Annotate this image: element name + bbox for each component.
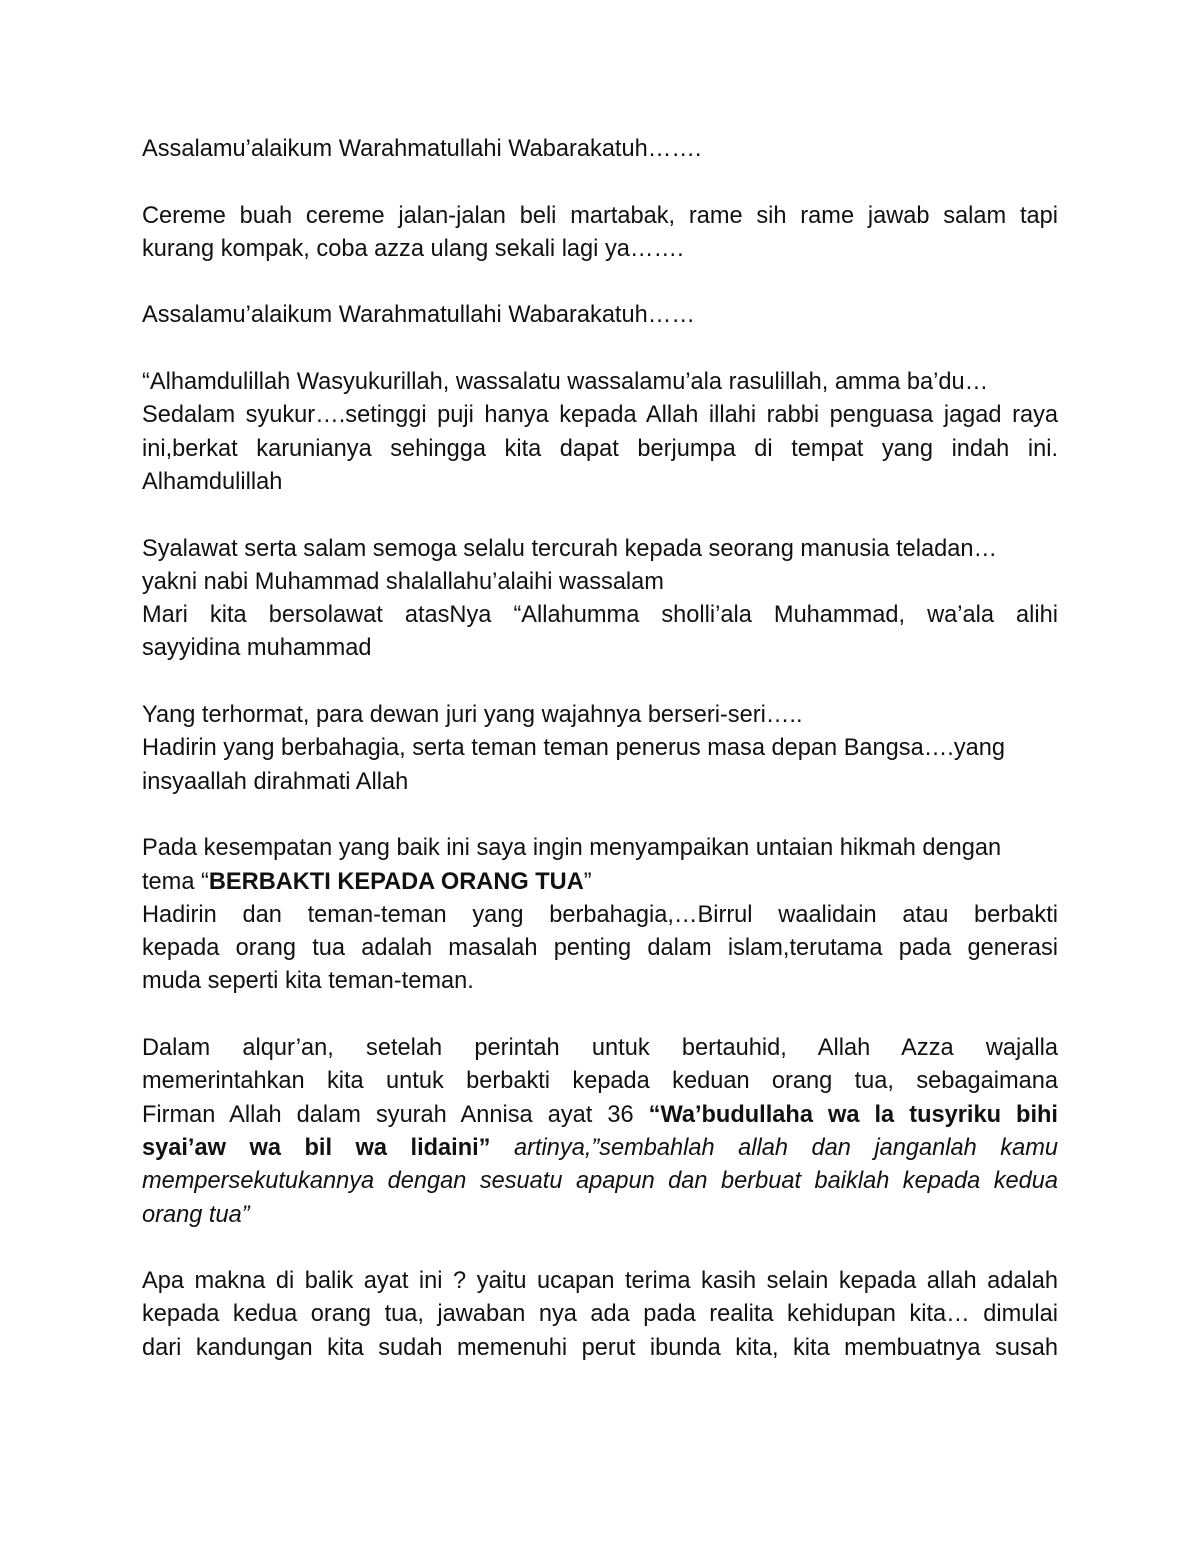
text-line: kurang kompak, coba azza ulang sekali lagi ya……. <box>142 235 684 262</box>
text-run: ” <box>583 868 592 895</box>
text-line: Alhamdulillah <box>142 468 283 495</box>
paragraph-greeting-repeat <box>142 299 1058 332</box>
text-line: memerintahkan kita untuk berbakti kepada keduan orang tua, sebagaimana <box>142 1068 1058 1095</box>
text-line: Dalam alqur’an, setelah perintah untuk bertauhid, Allah Azza wajalla <box>142 1035 1058 1062</box>
verse-translation: mempersekutukannya dengan sesuatu apapun dan berbuat baiklah kepada kedua <box>142 1168 1058 1195</box>
text-line: Apa makna di balik ayat ini ? yaitu ucapan terima kasih selain kepada allah adalah <box>142 1268 1058 1295</box>
text-line: yakni nabi Muhammad shalallahu’alaihi wassalam <box>142 568 664 595</box>
text-line-translation <box>142 1199 1058 1232</box>
text-line: muda seperti kita teman-teman. <box>142 968 474 995</box>
text-line-translation <box>142 1165 1058 1198</box>
text-line: Assalamu’alaikum Warahmatullahi Wabarakatuh……. <box>142 136 702 162</box>
text-line: Mari kita bersolawat atasNya “Allahumma sholli’ala Muhammad, wa’ala alihi <box>142 602 1058 629</box>
text-line-theme <box>142 866 1058 899</box>
verse-quote: “Wa’budullaha wa la tusyriku bihi <box>648 1101 1058 1128</box>
text-line: Yang terhormat, para dewan juri yang wajahnya berseri-seri….. <box>142 702 803 729</box>
text-line: insyaallah dirahmati Allah <box>142 768 409 795</box>
verse-translation: orang tua” <box>142 1201 250 1228</box>
verse-quote: syai’aw wa bil wa lidaini” <box>142 1134 491 1161</box>
text-line: Cereme buah cereme jalan-jalan beli martabak, rame sih rame jawab salam tapi <box>142 202 1058 229</box>
text-line: Hadirin yang berbahagia, serta teman teman penerus masa depan Bangsa….yang <box>142 735 1006 762</box>
text-line: Pada kesempatan yang baik ini saya ingin menyampaikan untaian hikmah dengan <box>142 835 1002 862</box>
text-line: kepada kedua orang tua, jawaban nya ada pada realita kehidupan kita… dimulai <box>142 1301 1058 1328</box>
paragraph-opening <box>142 366 1058 499</box>
text-line: Syalawat serta salam semoga selalu tercurah kepada seorang manusia teladan… <box>142 535 998 562</box>
paragraph-theme <box>142 832 1058 998</box>
text-line: Hadirin dan teman-teman yang berbahagia,…Birrul waalidain atau berbakti <box>142 901 1058 928</box>
paragraph-quran <box>142 1032 1058 1232</box>
text-run: tema “ <box>142 868 209 895</box>
text-line: Assalamu’alaikum Warahmatullahi Wabarakatuh…… <box>142 302 695 329</box>
paragraph-salawat <box>142 533 1058 666</box>
text-line: ini,berkat karunianya sehingga kita dapat berjumpa di tempat yang indah ini. <box>142 435 1058 462</box>
text-line: Sedalam syukur….setinggi puji hanya kepada Allah illahi rabbi penguasa jagad raya <box>142 402 1058 429</box>
verse-translation: artinya,”sembahlah allah dan janganlah kamu <box>490 1134 1058 1161</box>
theme-title: BERBAKTI KEPADA ORANG TUA <box>208 868 584 895</box>
text-run: Firman Allah dalam syurah Annisa ayat 36 <box>142 1101 649 1128</box>
text-line-verse <box>142 1132 1058 1165</box>
paragraph-greeting <box>142 133 1058 166</box>
document-page <box>142 133 1058 1365</box>
text-line: kepada orang tua adalah masalah penting dalam islam,terutama pada generasi <box>142 935 1058 962</box>
text-line-verse <box>142 1099 1058 1132</box>
paragraph-salutation <box>142 699 1058 799</box>
text-line: sayyidina muhammad <box>142 635 372 662</box>
text-line: “Alhamdulillah Wasyukurillah, wassalatu wassalamu’ala rasulillah, amma ba’du… <box>142 369 989 396</box>
text-line: dari kandungan kita sudah memenuhi perut ibunda kita, kita membuatnya susah <box>142 1334 1058 1361</box>
paragraph-pantun <box>142 200 1058 267</box>
paragraph-meaning <box>142 1265 1058 1365</box>
